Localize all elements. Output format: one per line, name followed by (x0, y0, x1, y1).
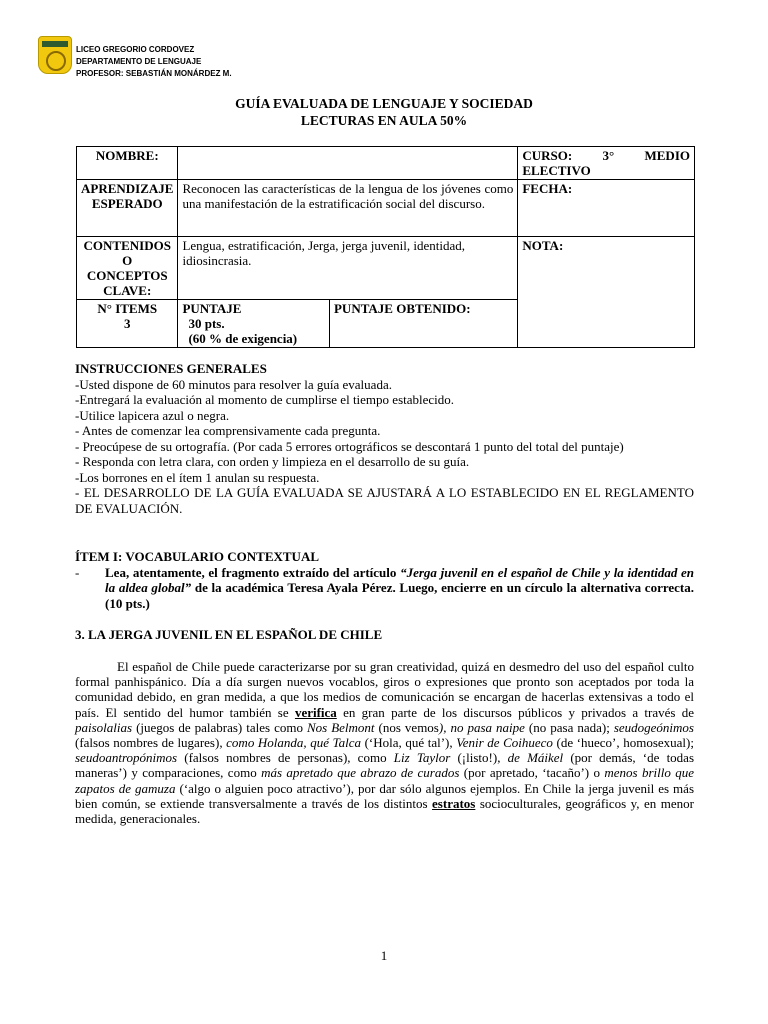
instruction-item: - Responda con letra clara, con orden y limpieza en el desarrollo de su guía. (75, 454, 470, 469)
instruction-item: -Usted dispone de 60 minutos para resolver la guía evaluada. (75, 376, 392, 392)
word-verifica: verifica (294, 704, 337, 720)
school-header (76, 44, 232, 80)
instructions-section (75, 361, 694, 516)
student-info-table (76, 146, 695, 348)
item1-heading: ÍTEM I: VOCABULARIO CONTEXTUAL (75, 549, 320, 564)
curso-value: 3° (602, 148, 615, 163)
nota-label: NOTA: (518, 237, 695, 348)
instruction-item: - Antes de comenzar lea comprensivamente cada pregunta. (75, 423, 381, 438)
puntaje-obtenido-label: PUNTAJE OBTENIDO: (329, 300, 517, 348)
school-logo (38, 36, 72, 74)
curso-cell (518, 147, 695, 180)
article-title: “Jerga juvenil en el español de Chile y la identidad en la aldea global” (105, 564, 695, 595)
instruction-item: -Utilice lapicera azul o negra. (75, 407, 230, 423)
item1-instruction (75, 565, 694, 612)
document-title: GUÍA EVALUADA DE LENGUAJE Y SOCIEDAD (235, 96, 533, 111)
curso-type-electivo: ELECTIVO (522, 163, 591, 178)
reading-paragraph: El español de Chile puede caracterizarse por su gran creatividad, quizá en desmedro del uso del español culto formal panhispánico. Día a día surgen nuevos vocablos, giros o expresiones que pronto son aceptados por toda la comunidad debido, en gran medida, a que los medios de comunicación se encargan de hacerlas extensivas a todo el país. El sentido del humor también se verifica en gran parte de los discursos públicos y privados a través de paisolalias (juegos de palabras) tales como Nos Belmont (nos vemos), no pasa naipe (no pasa nada); seudogeónimos (falsos nombres de lugares), como Holanda, qué Talca (‘Hola, qué tal’), Venir de Coihueco (de ‘hueco’, homosexual); seudoantropónimos (falsos nombres de personas), como Liz Taylor (¡listo!), de Máikel (por demás, ‘de todas maneras’) y comparaciones, como más apretado que abrazo de curados (por apretado, ‘tacaño’) o menos brillo que zapatos de gamuza (‘algo o alguien poco atractivo’), por dar sólo algunos ejemplos. En Chile la jerga juvenil es más bien común, se extiende transversalmente a través de los distintos estratos socioculturales, geográficos y, en menor medida, generacionales. (75, 659, 695, 827)
curso-type-medio: MEDIO (644, 148, 690, 163)
fecha-label: FECHA: (518, 180, 695, 237)
school-name: LICEO GREGORIO CORDOVEZ (76, 45, 195, 54)
department-name: DEPARTAMENTO DE LENGUAJE (76, 57, 202, 66)
puntaje-exigencia: (60 % de exigencia) (188, 331, 298, 346)
items-label: N° ITEMS (97, 301, 158, 316)
item1-bullet: - (75, 564, 80, 580)
aprendizaje-label: APRENDIZAJE ESPERADO (77, 180, 178, 237)
curso-label: CURSO: (522, 148, 573, 163)
instruction-item: -Los borrones en el ítem 1 anulan su respuesta. (75, 469, 320, 485)
item1-section (75, 549, 694, 611)
instruction-item: -Entregará la evaluación al momento de cumplirse el tiempo establecido. (75, 392, 455, 407)
page-number: 1 (380, 948, 388, 963)
nombre-field[interactable] (178, 147, 518, 180)
items-cell (77, 300, 178, 348)
instruction-item: - EL DESARROLLO DE LA GUÍA EVALUADA SE AJUSTARÁ A LO ESTABLECIDO EN EL REGLAMENTO DE EVALUACIÓN. (75, 485, 694, 516)
instructions-heading: INSTRUCCIONES GENERALES (75, 361, 267, 376)
word-estratos: estratos (432, 795, 476, 811)
items-value: 3 (123, 316, 131, 331)
contenidos-text: Lengua, estratificación, Jerga, jerga juvenil, identidad, idiosincrasia. (178, 237, 518, 300)
contenidos-label: CONTENIDOS O CONCEPTOS CLAVE: (77, 237, 178, 300)
section-heading: 3. LA JERGA JUVENIL EN EL ESPAÑOL DE CHILE (75, 627, 383, 642)
puntaje-cell (178, 300, 330, 348)
teacher-name: PROFESOR: SEBASTIÁN MONÁRDEZ M. (76, 69, 232, 78)
puntaje-value: 30 pts. (188, 316, 225, 331)
document-subtitle: LECTURAS EN AULA 50% (300, 113, 468, 128)
instruction-item: - Preocúpese de su ortografía. (Por cada 5 errores ortográficos se descontará 1 punto del total del puntaje) (75, 438, 624, 454)
puntaje-label: PUNTAJE (182, 301, 242, 316)
nombre-label: NOMBRE: (77, 147, 178, 180)
aprendizaje-text: Reconocen las características de la lengua de los jóvenes como una manifestación de la estratificación social del discurso. (178, 180, 518, 237)
item1-text: Lea, atentamente, el fragmento extraído del artículo “Jerga juvenil en el español de Chile y la identidad en la aldea global” de la académica Teresa Ayala Pérez. Luego, encierre en un círculo la alternativa correcta. (10 pts.) (105, 564, 695, 611)
